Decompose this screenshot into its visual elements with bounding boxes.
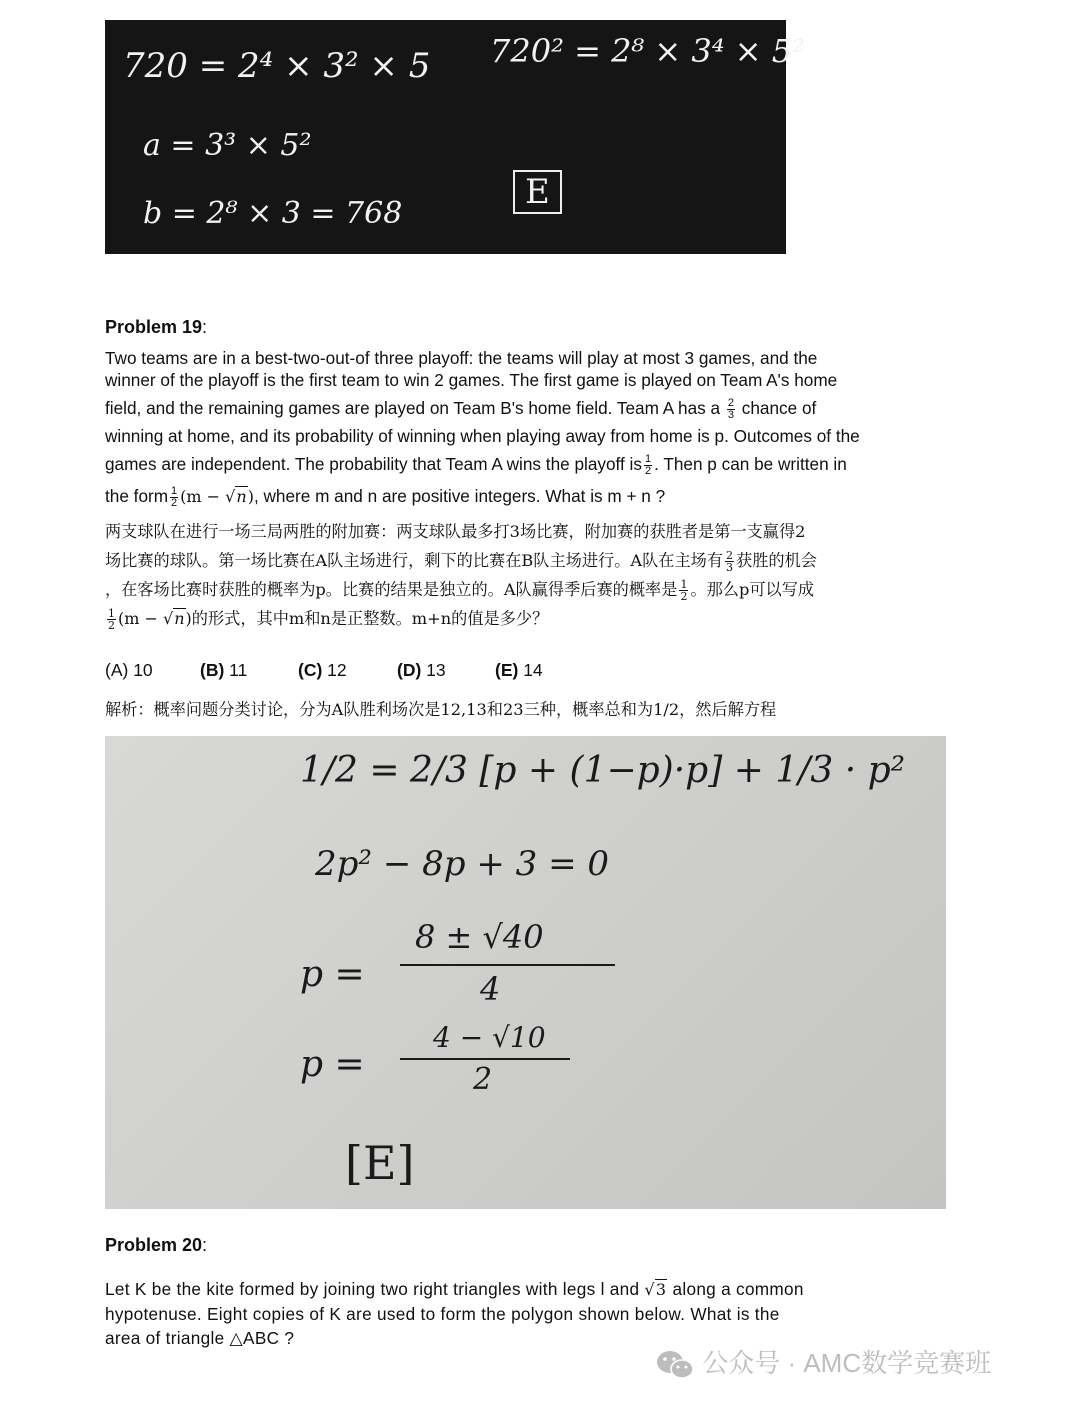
paper-p2-lhs: p =: [300, 1044, 365, 1085]
zh-line-4-text: 的形式，其中m和n是正整数。m+n的值是多少？: [191, 609, 549, 628]
choice-b: [200, 660, 247, 681]
frac-num: 2: [726, 549, 734, 562]
handwritten-solution-image: [105, 736, 946, 1209]
paper-p1-lhs: p =: [300, 954, 365, 995]
zh-line-4: $\frac{1}{2}$ (m − √n)的形式，其中m和n是正整数。m+n的值是多少？: [108, 607, 549, 632]
frac-num: 1: [644, 452, 652, 465]
en-line-1: Two teams are in a best-two-out-of three playoff: the teams will play at most 3 games, and the: [105, 348, 818, 368]
problem19-chinese: [105, 517, 965, 633]
paper-p1-den: 4: [480, 970, 501, 1008]
en-line-2: winner of the playoff is the first team to win 2 games. The first game is played on Team A's home: [105, 370, 838, 390]
p20-line-1: Let K be the kite formed by joining two right triangles with legs l and √3 along a common: [105, 1279, 804, 1299]
math-m-minus: (m −: [180, 487, 226, 506]
p20-line-1a: Let K be the kite formed by joining two right triangles with legs l and: [105, 1279, 640, 1299]
paper-eq1-lhs: 1/2 =: [300, 750, 400, 791]
board-line1-right: 720² = 2⁸ × 3⁴ × 5²: [490, 32, 805, 70]
p20-line-1b: along a common: [672, 1279, 804, 1299]
fraction-one-half: [679, 579, 688, 602]
problem20-text: [105, 1277, 975, 1350]
zh-line-1: 两支球队在进行一场三局两胜的附加赛：两支球队最多打3场比赛，附加赛的获胜者是第一支赢得2: [105, 522, 806, 541]
choice-value: 10: [133, 660, 153, 680]
choice-label: (C): [298, 660, 323, 680]
problem19-title-colon: :: [202, 317, 208, 337]
en-line-5a: games are independent. The probability that Team A wins the playoff is: [105, 454, 642, 474]
board-line2: a = 3³ × 5²: [143, 128, 312, 163]
math-close: ): [247, 487, 254, 506]
fraction-one-half: [170, 486, 178, 509]
en-line-3a: field, and the remaining games are played on Team B's home field. Team A has a: [105, 398, 721, 418]
zh-line-3b: 。那么p可以写成: [690, 580, 815, 599]
choice-d: [397, 660, 446, 681]
paper-eq1-rhs: 2/3 [p + (1−p)·p] + 1/3 · p²: [410, 750, 906, 791]
watermark-text: 公众号 · AMC数学竞赛班: [702, 1348, 992, 1378]
frac-den: 2: [108, 619, 115, 632]
problem19-english: [105, 344, 965, 511]
analysis-text: 解析：概率问题分类讨论，分为A队胜利场次是12,13和23三种，概率总和为1/2，然后解方程: [105, 700, 777, 719]
blackboard-image: [105, 20, 805, 254]
p20-sqrt3: 3: [655, 1280, 667, 1299]
choice-e: [495, 660, 543, 681]
board-line3: b = 2⁸ × 3 = 768: [143, 196, 403, 231]
paper-p2-fraction-bar: [400, 1058, 570, 1060]
paper-p2-den: 2: [473, 1062, 493, 1097]
problem20-title: [105, 1235, 207, 1256]
answer-choices: [105, 660, 705, 684]
en-line-4: winning at home, and its probability of winning when playing away from home is p. Outcomes of the: [105, 426, 860, 446]
choice-value: 14: [523, 660, 543, 680]
frac-num: 2: [727, 396, 734, 409]
math-m-minus: (m −: [118, 609, 163, 628]
math-sqrt-n: n: [236, 487, 247, 506]
board-line1-left: 720 = 2⁴ × 3² × 5: [123, 46, 431, 86]
p20-line-2: hypotenuse. Eight copies of K are used to form the polygon shown below. What is the: [105, 1304, 780, 1324]
fraction-two-thirds: [727, 398, 735, 421]
problem20-title-colon: :: [202, 1235, 208, 1255]
paper-p1-num: 8 ± √40: [415, 918, 544, 956]
zh-line-3: [105, 575, 965, 604]
en-line-6: the form $\frac{1}{2}$ (m − √n), where m and n are positive integers. What is m + n ?: [105, 484, 666, 509]
frac-num: 1: [171, 484, 178, 497]
choice-label: (B): [200, 660, 225, 680]
paper-answer: [E]: [345, 1136, 415, 1190]
en-line-3: [105, 394, 965, 422]
frac-den: 2: [171, 496, 178, 509]
choice-label: (A): [105, 660, 129, 680]
en-line-5: [105, 450, 965, 478]
problem20-title-text: Problem 20: [105, 1235, 203, 1255]
zh-line-2a: 场比赛的球队。第一场比赛在A队主场进行，剩下的比赛在B队主场进行。A队在主场有: [105, 551, 724, 570]
problem19-title-text: Problem 19: [105, 317, 203, 337]
wechat-icon: [655, 1349, 695, 1381]
en-line-6b: , where m and n are positive integers. What is m + n ?: [253, 486, 666, 506]
zh-line-3a: ，在客场比赛时获胜的概率为p。比赛的结果是独立的。A队赢得季后赛的概率是: [105, 580, 678, 599]
frac-den: 2: [680, 590, 688, 603]
en-line-5b: . Then p can be written in: [654, 454, 847, 474]
choice-label: (D): [397, 660, 422, 680]
frac-num: 1: [680, 578, 688, 591]
fraction-two-thirds: [725, 550, 734, 573]
paper-p2-num: 4 − √10: [433, 1021, 546, 1054]
en-line-6a: the form: [105, 486, 169, 506]
frac-den: 3: [727, 408, 734, 421]
choice-a: [105, 660, 153, 681]
problem19-title: [105, 317, 207, 338]
choice-label: (E): [495, 660, 519, 680]
frac-den: 3: [726, 561, 734, 574]
choice-c: [298, 660, 347, 681]
en-line-3b: chance of: [741, 398, 817, 418]
choice-value: 12: [327, 660, 347, 680]
fraction-one-half: [644, 454, 652, 477]
p20-line-3: area of triangle △ABC ?: [105, 1328, 295, 1348]
frac-num: 1: [108, 607, 115, 620]
paper-eq2: 2p² − 8p + 3 = 0: [315, 844, 609, 884]
paper-p1-fraction-bar: [400, 964, 615, 966]
watermark: [655, 1343, 991, 1381]
choice-value: 13: [426, 660, 446, 680]
board-answer: E: [513, 170, 562, 214]
choice-value: 11: [229, 660, 248, 680]
fraction-one-half: [107, 608, 116, 631]
zh-line-2b: 获胜的机会: [736, 551, 817, 570]
frac-den: 2: [644, 464, 652, 477]
zh-line-2: [105, 546, 965, 575]
math-sqrt-n: n: [174, 609, 185, 628]
math-close: ): [185, 609, 192, 628]
